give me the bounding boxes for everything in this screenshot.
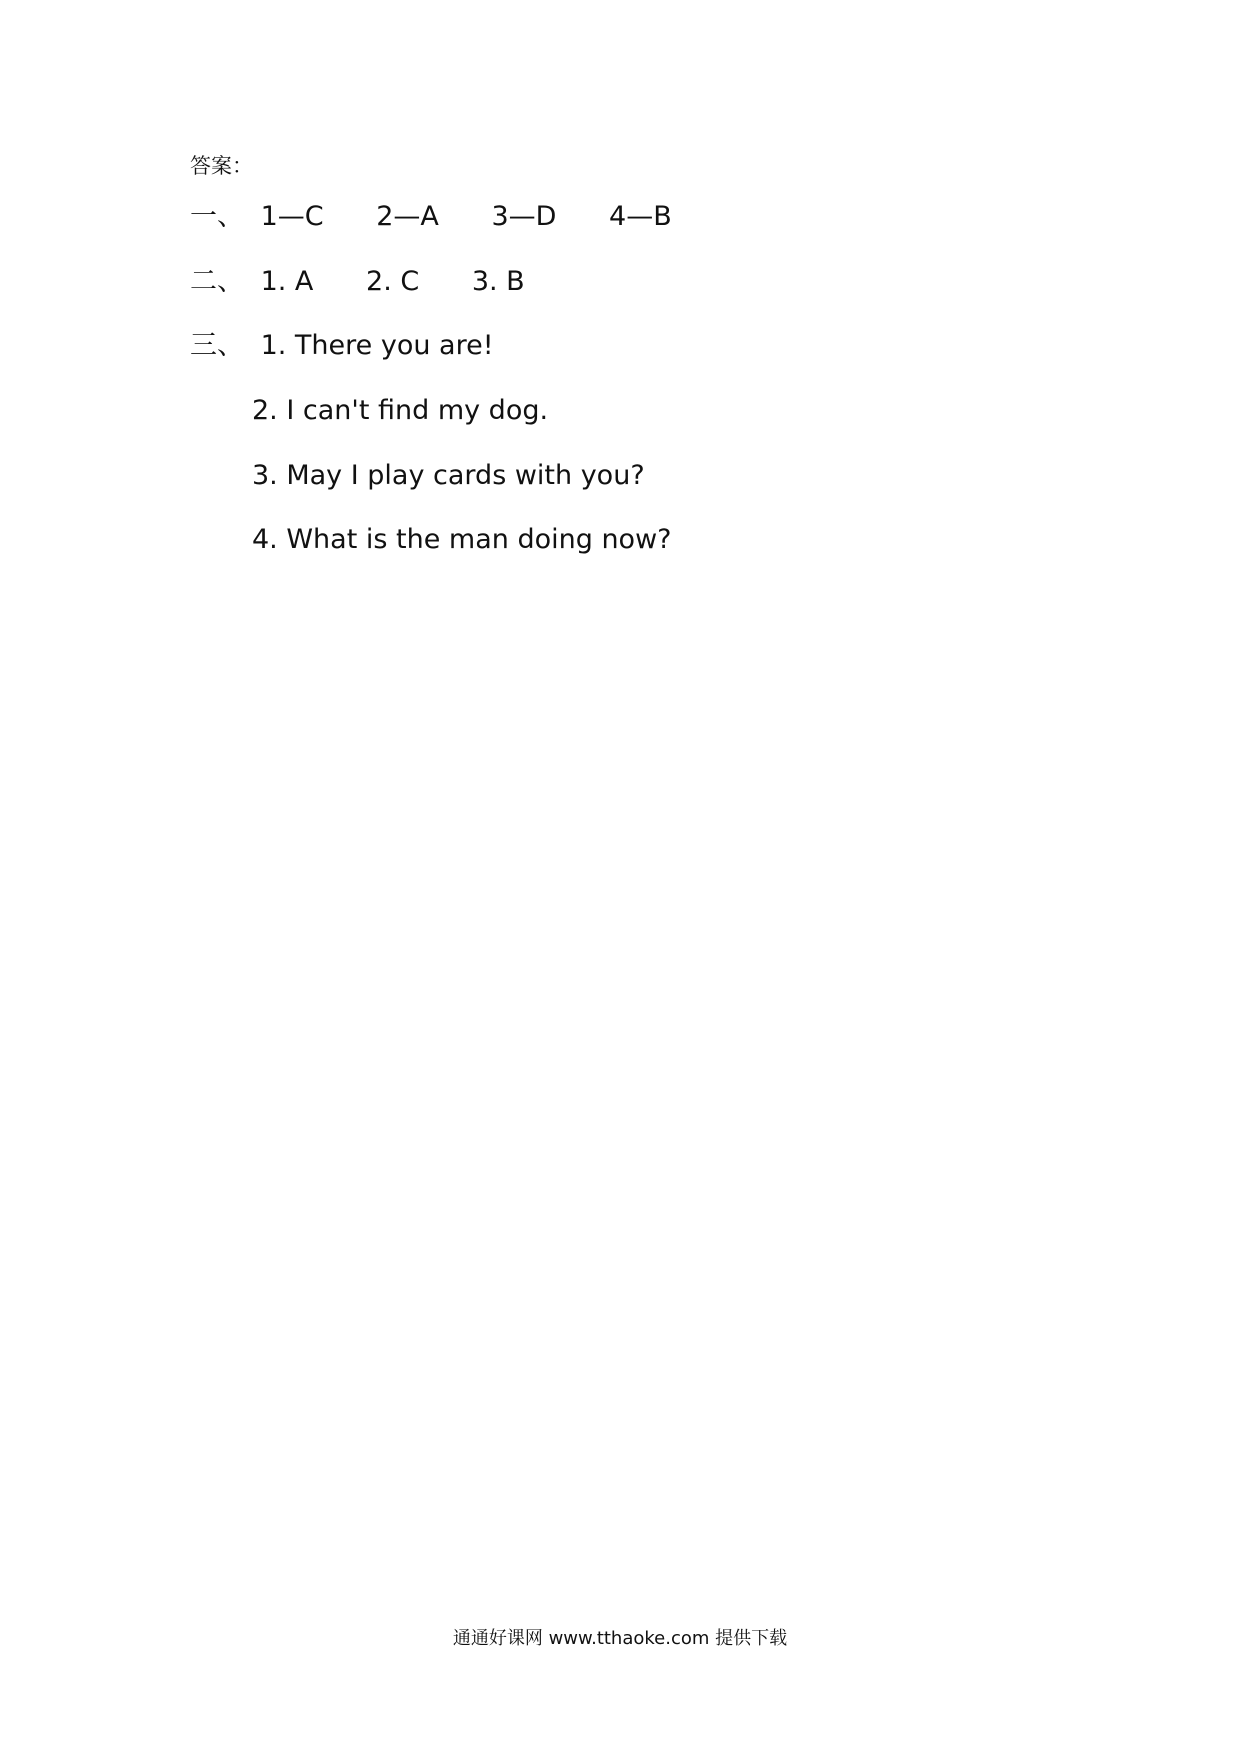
- section-one-marker: 一、: [190, 201, 244, 232]
- choice-answer: 3. B: [471, 266, 525, 297]
- section-three: [190, 328, 494, 364]
- choice-answer: 2. C: [366, 266, 420, 297]
- matching-answer: 1—C: [260, 201, 324, 232]
- section-two-marker: 二、: [190, 266, 244, 297]
- matching-answer: 3—D: [491, 201, 557, 232]
- choice-answer: 1. A: [260, 266, 314, 297]
- sentence-answer: 4. What is the man doing now?: [252, 524, 672, 555]
- answer-heading: 答案：: [190, 154, 253, 178]
- page-footer: 通通好课网 www.tthaoke.com 提供下载: [452, 1628, 788, 1649]
- matching-answer: 4—B: [609, 201, 672, 232]
- section-one: [190, 199, 716, 235]
- section-two: [190, 264, 569, 300]
- matching-answer: 2—A: [376, 201, 439, 232]
- sentence-answer: 3. May I play cards with you?: [252, 460, 645, 491]
- section-three-marker: 三、: [190, 330, 244, 361]
- sentence-answer: 1. There you are!: [260, 330, 494, 361]
- sentence-answer: 2. I can't find my dog.: [252, 395, 549, 426]
